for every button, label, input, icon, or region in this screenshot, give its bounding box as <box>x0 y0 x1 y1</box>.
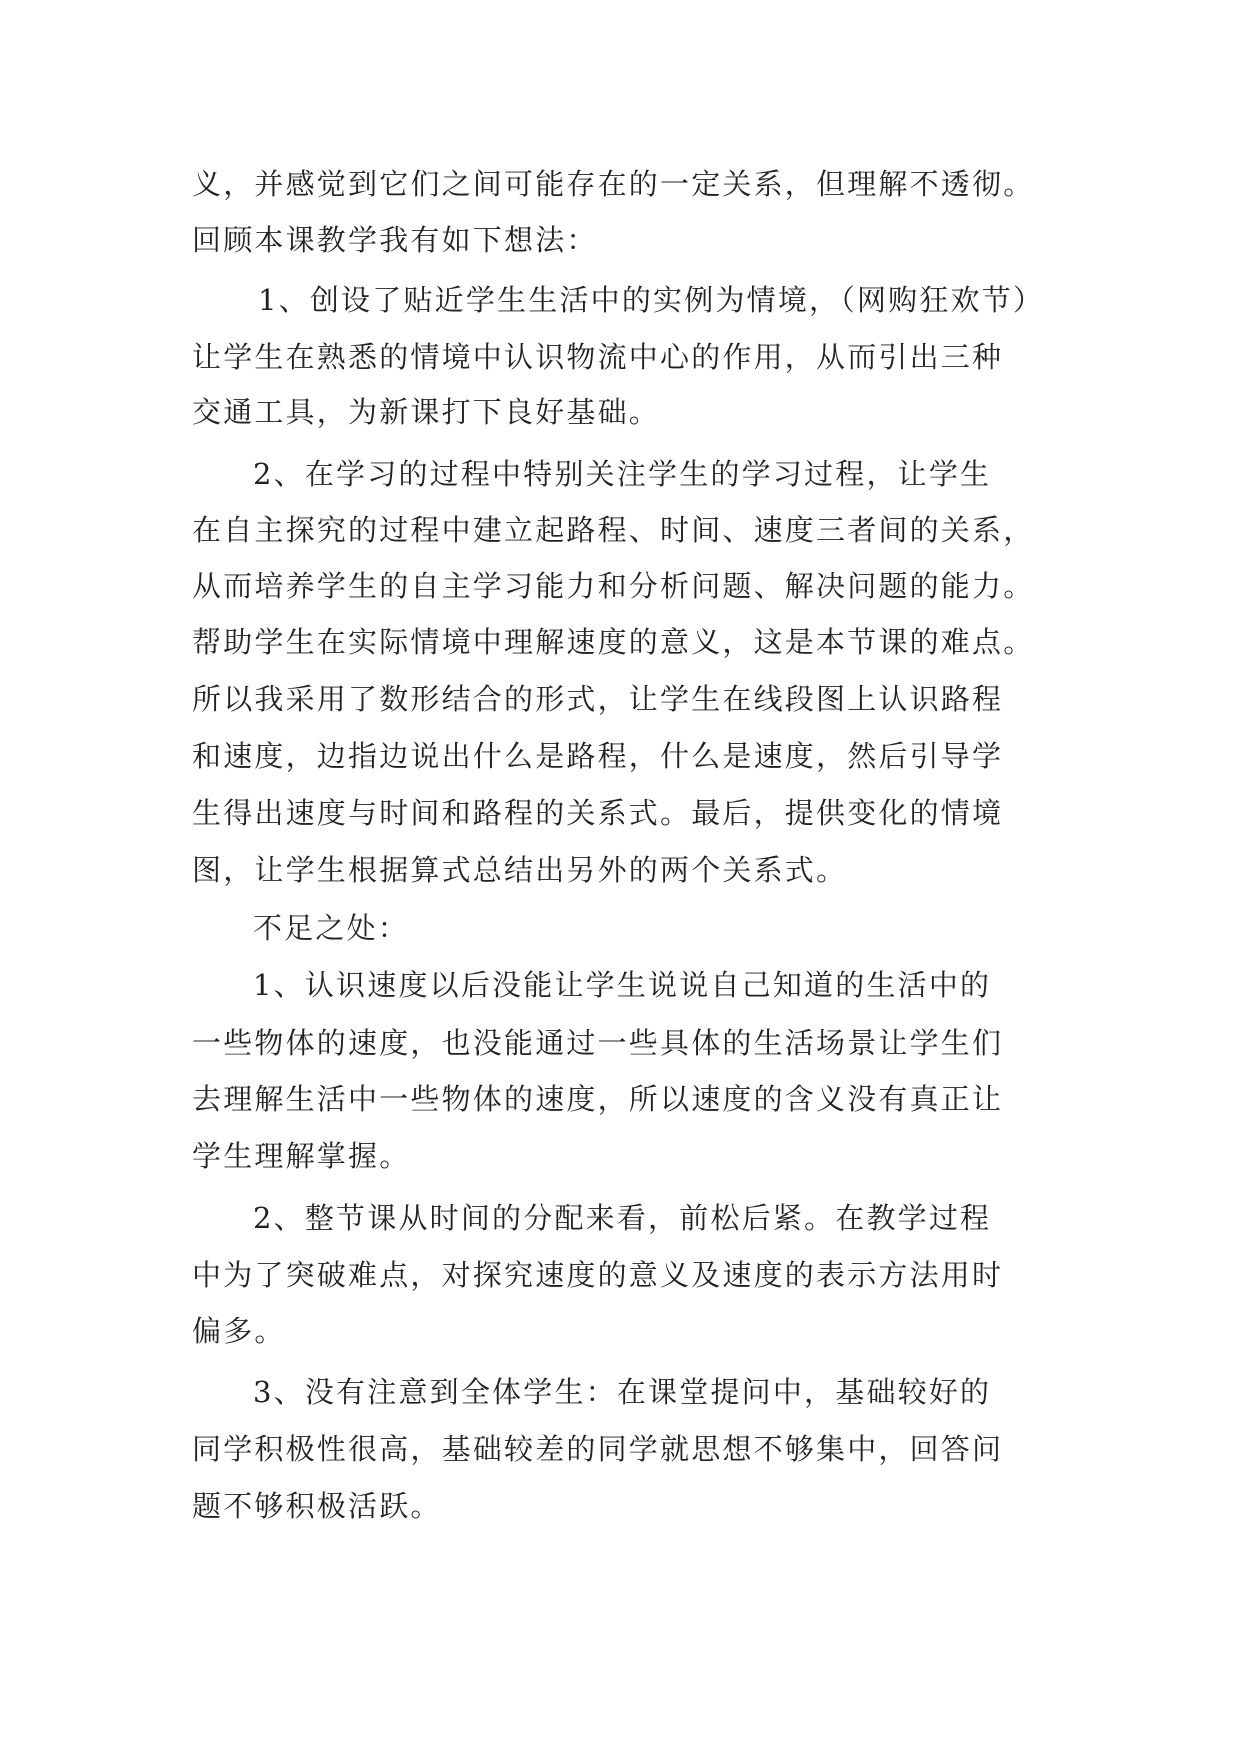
text-line: 从而培养学生的自主学习能力和分析问题、解决问题的能力。 <box>192 569 1035 603</box>
text-line: 生得出速度与时间和路程的关系式。最后，提供变化的情境 <box>192 796 1004 830</box>
text-line: 在自主探究的过程中建立起路程、时间、速度三者间的关系， <box>192 513 1035 547</box>
text-line: 不足之处： <box>253 911 410 945</box>
text-line: 学生理解掌握。 <box>192 1139 411 1173</box>
text-line: 让学生在熟悉的情境中认识物流中心的作用，从而引出三种 <box>192 340 1004 374</box>
text-line: 题不够积极活跃。 <box>192 1489 442 1523</box>
text-line: 义，并感觉到它们之间可能存在的一定关系，但理解不透彻。 <box>192 167 1035 201</box>
text-line: 同学积极性很高，基础较差的同学就思想不够集中，回答问 <box>192 1432 1004 1466</box>
text-line: 中为了突破难点，对探究速度的意义及速度的表示方法用时 <box>192 1258 1004 1292</box>
text-line: 3、没有注意到全体学生：在课堂提问中，基础较好的 <box>253 1375 992 1409</box>
text-line: 图，让学生根据算式总结出另外的两个关系式。 <box>192 853 848 887</box>
text-line: 2、整节课从时间的分配来看，前松后紧。在教学过程 <box>253 1201 992 1235</box>
text-line: 一些物体的速度，也没能通过一些具体的生活场景让学生们 <box>192 1026 1004 1060</box>
text-line: 偏多。 <box>192 1314 286 1348</box>
text-line: 帮助学生在实际情境中理解速度的意义，这是本节课的难点。 <box>192 625 1035 659</box>
text-line: 1、创设了贴近学生生活中的实例为情境，（网购狂欢节） <box>258 283 1045 317</box>
text-line: 和速度，边指边说出什么是路程，什么是速度，然后引导学 <box>192 739 1004 773</box>
text-line: 回顾本课教学我有如下想法： <box>192 223 598 257</box>
text-line: 所以我采用了数形结合的形式，让学生在线段图上认识路程 <box>192 682 1004 716</box>
text-line: 去理解生活中一些物体的速度，所以速度的含义没有真正让 <box>192 1082 1004 1116</box>
text-line: 1、认识速度以后没能让学生说说自己知道的生活中的 <box>253 968 992 1002</box>
text-line: 交通工具，为新课打下良好基础。 <box>192 395 661 429</box>
text-line: 2、在学习的过程中特别关注学生的学习过程，让学生 <box>253 457 992 491</box>
